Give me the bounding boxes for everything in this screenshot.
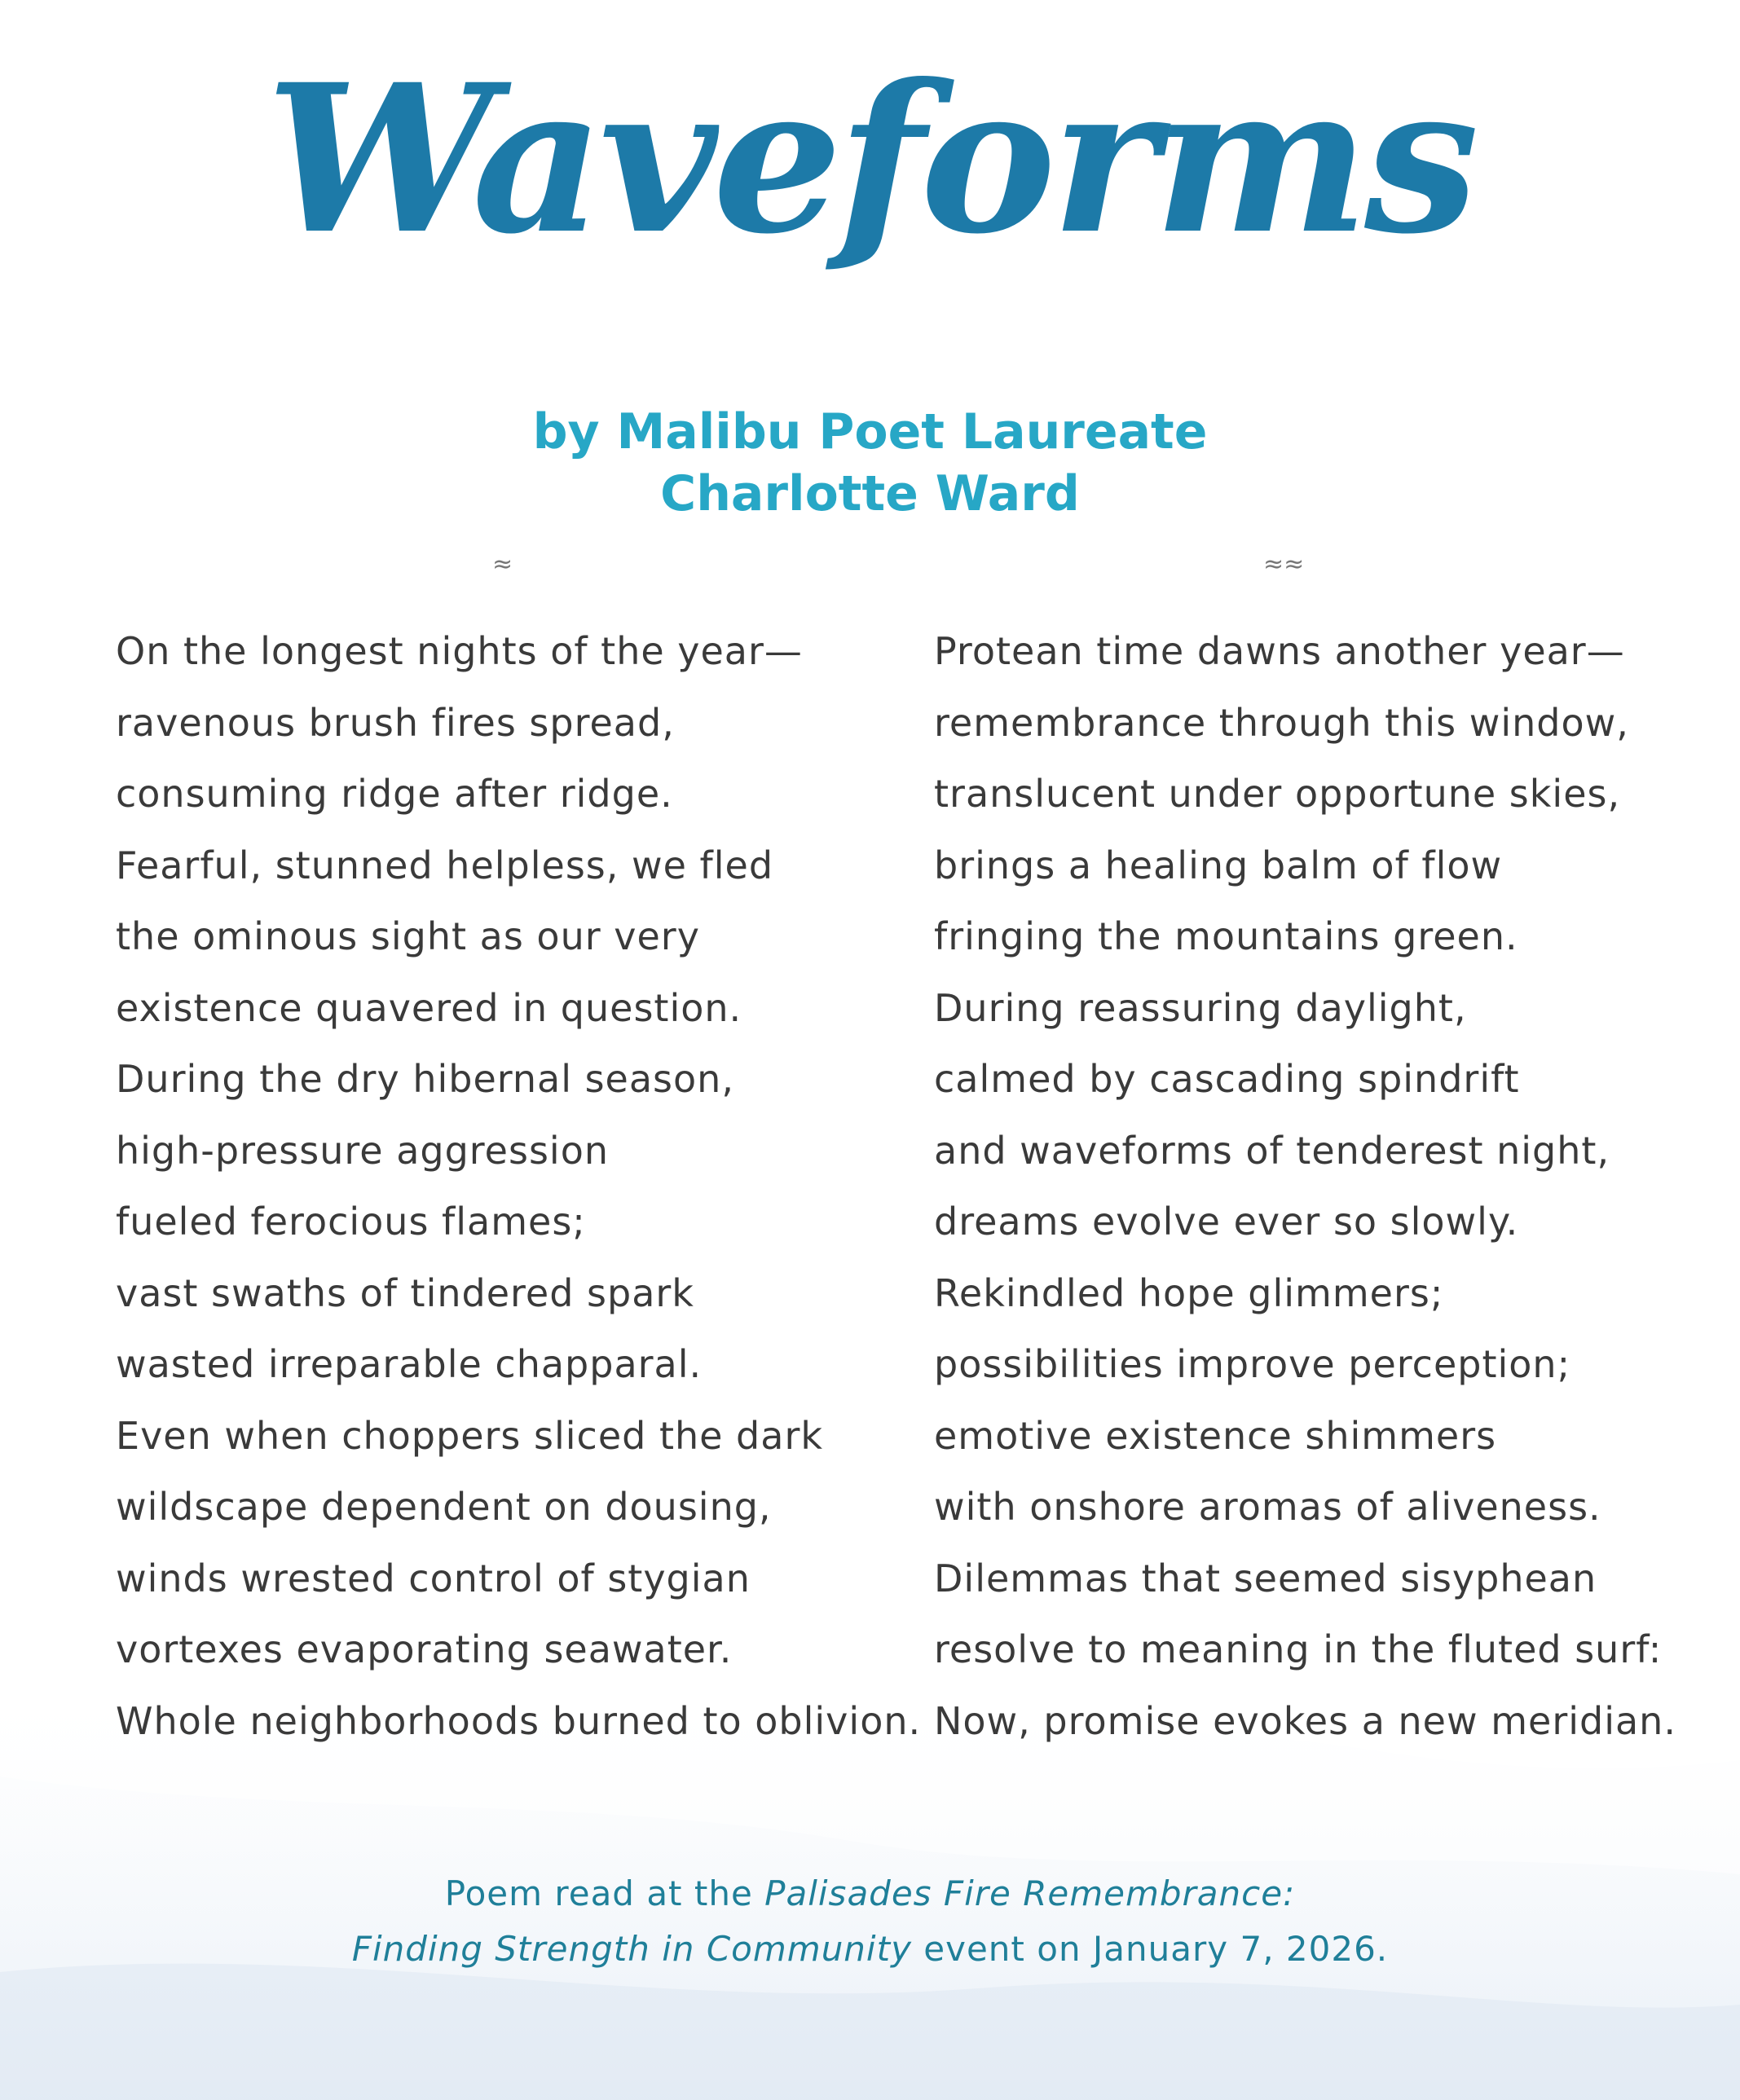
poem-line: the ominous sight as our very xyxy=(116,914,700,958)
poem-line: high-pressure aggression xyxy=(116,1128,609,1173)
poem-line: During reassuring daylight, xyxy=(934,985,1467,1030)
poem-line: fringing the mountains green. xyxy=(934,914,1518,958)
poem-line: Even when choppers sliced the dark xyxy=(116,1413,823,1458)
poem-line: Protean time dawns another year— xyxy=(934,629,1625,673)
event-subtitle: Finding Strength in Community xyxy=(351,1929,912,1969)
poem-line: dreams evolve ever so slowly. xyxy=(934,1200,1519,1244)
stanza-left xyxy=(116,616,921,1757)
stanza-right xyxy=(934,616,1676,1757)
poem-line: fueled ferocious flames; xyxy=(116,1200,586,1244)
poem-line: Now, promise evokes a new meridian. xyxy=(934,1698,1676,1743)
poem-line: winds wrested control of stygian xyxy=(116,1556,751,1600)
event-note-line-2 xyxy=(0,1922,1740,1977)
byline xyxy=(0,401,1740,525)
poem-line: wasted irreparable chapparal. xyxy=(116,1342,703,1386)
poem-line: wildscape dependent on dousing, xyxy=(116,1485,772,1529)
poem-line: existence quavered in question. xyxy=(116,985,742,1030)
byline-role: by Malibu Poet Laureate xyxy=(532,403,1208,460)
poem-line: During the dry hibernal season, xyxy=(116,1057,734,1101)
event-date: event on January 7, 2026. xyxy=(911,1929,1389,1969)
poem-line: On the longest nights of the year— xyxy=(116,629,803,673)
poem-line: Rekindled hope glimmers; xyxy=(934,1270,1444,1315)
event-name: Palisades Fire Remembrance: xyxy=(764,1873,1296,1913)
poem-line: brings a healing balm of flow xyxy=(934,843,1503,887)
poem-title: Waveforms xyxy=(266,39,1474,279)
poem-line: Whole neighborhoods burned to oblivion. xyxy=(116,1698,922,1743)
poem-line: remembrance through this window, xyxy=(934,700,1629,745)
poem-line: consuming ridge after ridge. xyxy=(116,772,673,816)
event-note xyxy=(0,1866,1740,1977)
event-note-line-1 xyxy=(0,1866,1740,1922)
poem-line: calmed by cascading spindrift xyxy=(934,1057,1520,1101)
poem-line: translucent under opportune skies, xyxy=(934,772,1621,816)
poem-line: Dilemmas that seemed sisyphean xyxy=(934,1556,1597,1600)
poem-line: ravenous brush fires spread, xyxy=(116,700,675,745)
poem-line: Fearful, stunned helpless, we fled xyxy=(116,843,774,887)
poem-line: and waveforms of tenderest night, xyxy=(934,1128,1610,1173)
poem-line: possibilities improve perception; xyxy=(934,1342,1571,1386)
byline-author: Charlotte Ward xyxy=(660,465,1080,522)
event-note-prefix: Poem read at the xyxy=(444,1873,765,1913)
stanza-divider-right: ≈≈ xyxy=(1263,550,1305,579)
stanza-divider-left: ≈ xyxy=(492,550,513,579)
poem-line: with onshore aromas of aliveness. xyxy=(934,1485,1601,1529)
poem-line: vortexes evaporating seawater. xyxy=(116,1627,733,1671)
poem-line: resolve to meaning in the fluted surf: xyxy=(934,1627,1663,1671)
poem-line: vast swaths of tindered spark xyxy=(116,1270,694,1315)
poem-line: emotive existence shimmers xyxy=(934,1413,1497,1458)
